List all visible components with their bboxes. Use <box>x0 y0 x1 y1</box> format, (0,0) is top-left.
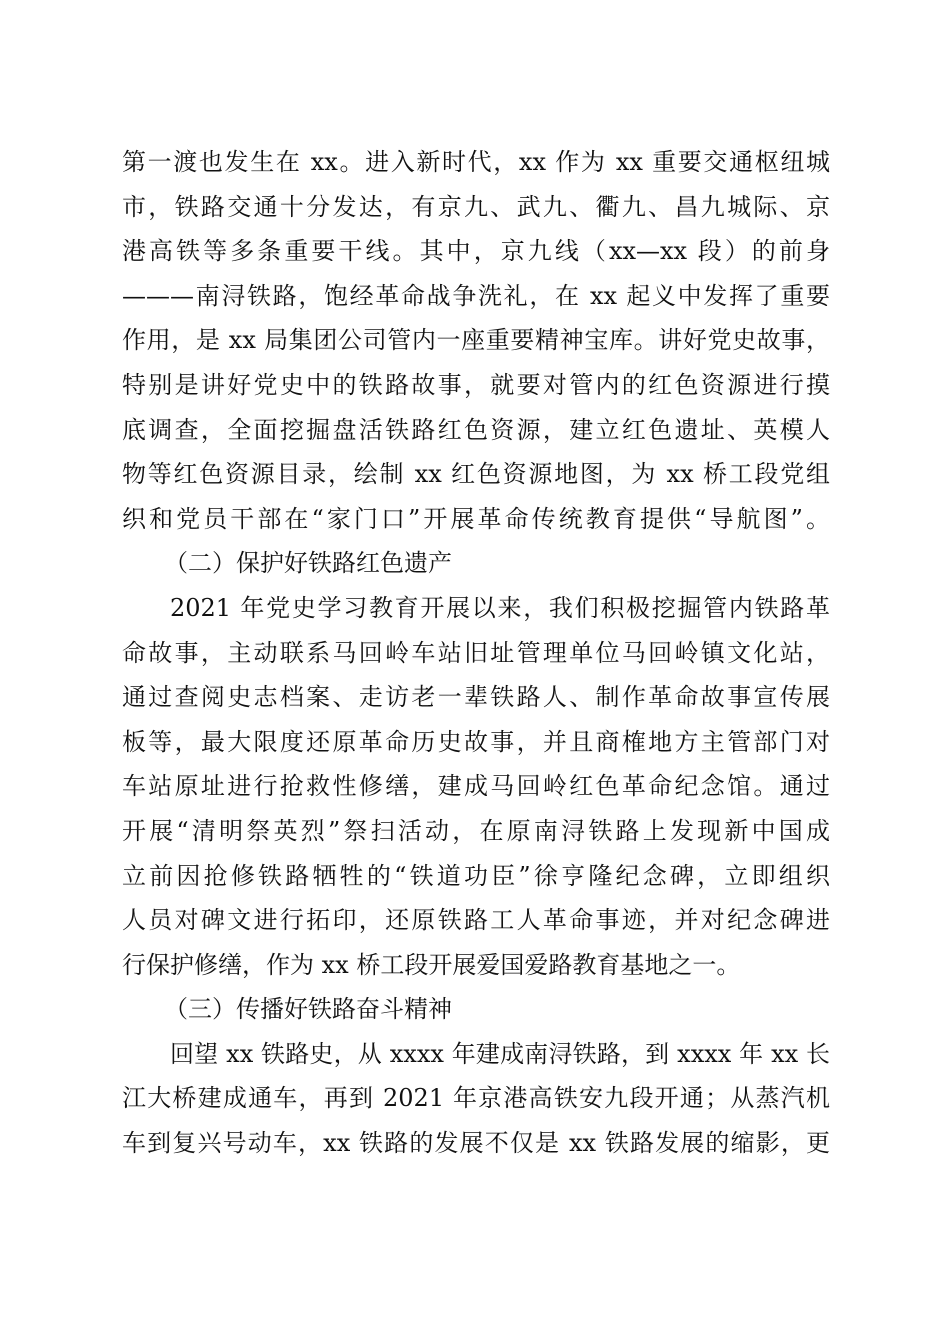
text-line: 命故事，主动联系马回岭车站旧址管理单位马回岭镇文化站， <box>122 638 830 667</box>
text-line: 物等红色资源目录，绘制 xx 红色资源地图，为 xx 桥工段党组 <box>122 460 830 489</box>
text-line: 板等，最大限度还原革命历史故事，并且商榷地方主管部门对 <box>122 727 830 756</box>
text-line: 港高铁等多条重要干线。其中，京九线（xx—xx 段）的前身 <box>122 237 830 266</box>
text-line: 人员对碑文进行拓印，还原铁路工人革命事迹，并对纪念碑进 <box>122 906 830 935</box>
text-line: 车到复兴号动车，xx 铁路的发展不仅是 xx 铁路发展的缩影，更 <box>122 1129 830 1158</box>
text-line: 第一渡也发生在 xx。进入新时代，xx 作为 xx 重要交通枢纽城 <box>122 148 830 176</box>
text-line: 底调查，全面挖掘盘活铁路红色资源，建立红色遗址、英模人 <box>122 415 830 444</box>
text-line: 市，铁路交通十分发达，有京九、武九、衢九、昌九城际、京 <box>122 192 830 221</box>
section-heading-3: （三）传播好铁路奋斗精神 <box>164 995 452 1024</box>
text-line: 开展“清明祭英烈”祭扫活动，在原南浔铁路上发现新中国成 <box>122 816 830 845</box>
document-body <box>122 140 830 1166</box>
text-line: 通过查阅史志档案、走访老一辈铁路人、制作革命故事宣传展 <box>122 683 830 712</box>
text-line: 车站原址进行抢救性修缮，建成马回岭红色革命纪念馆。通过 <box>122 772 830 801</box>
text-line: ———南浔铁路，饱经革命战争洗礼，在 xx 起义中发挥了重要 <box>122 281 830 310</box>
text-line: 作用，是 xx 局集团公司管内一座重要精神宝库。讲好党史故事， <box>122 326 830 355</box>
text-line: 立前因抢修铁路牺牲的“铁道功臣”徐亨隆纪念碑，立即组织 <box>122 861 830 890</box>
paragraph-1 <box>122 140 830 541</box>
paragraph-2 <box>122 586 830 987</box>
paragraph-3 <box>122 1032 830 1166</box>
text-line: 回望 xx 铁路史，从 xxxx 年建成南浔铁路，到 xxxx 年 xx 长 <box>170 1039 830 1068</box>
text-line: 特别是讲好党史中的铁路故事，就要对管内的红色资源进行摸 <box>122 370 830 399</box>
text-line: 江大桥建成通车，再到 2021 年京港高铁安九段开通；从蒸汽机 <box>122 1084 830 1113</box>
section-heading-2: （二）保护好铁路红色遗产 <box>164 549 452 578</box>
text-line: 2021 年党史学习教育开展以来，我们积极挖掘管内铁路革 <box>170 593 830 622</box>
text-line: 行保护修缮，作为 xx 桥工段开展爱国爱路教育基地之一。 <box>122 950 741 979</box>
text-line: 织和党员干部在“家门口”开展革命传统教育提供“导航图”。 <box>122 504 830 533</box>
